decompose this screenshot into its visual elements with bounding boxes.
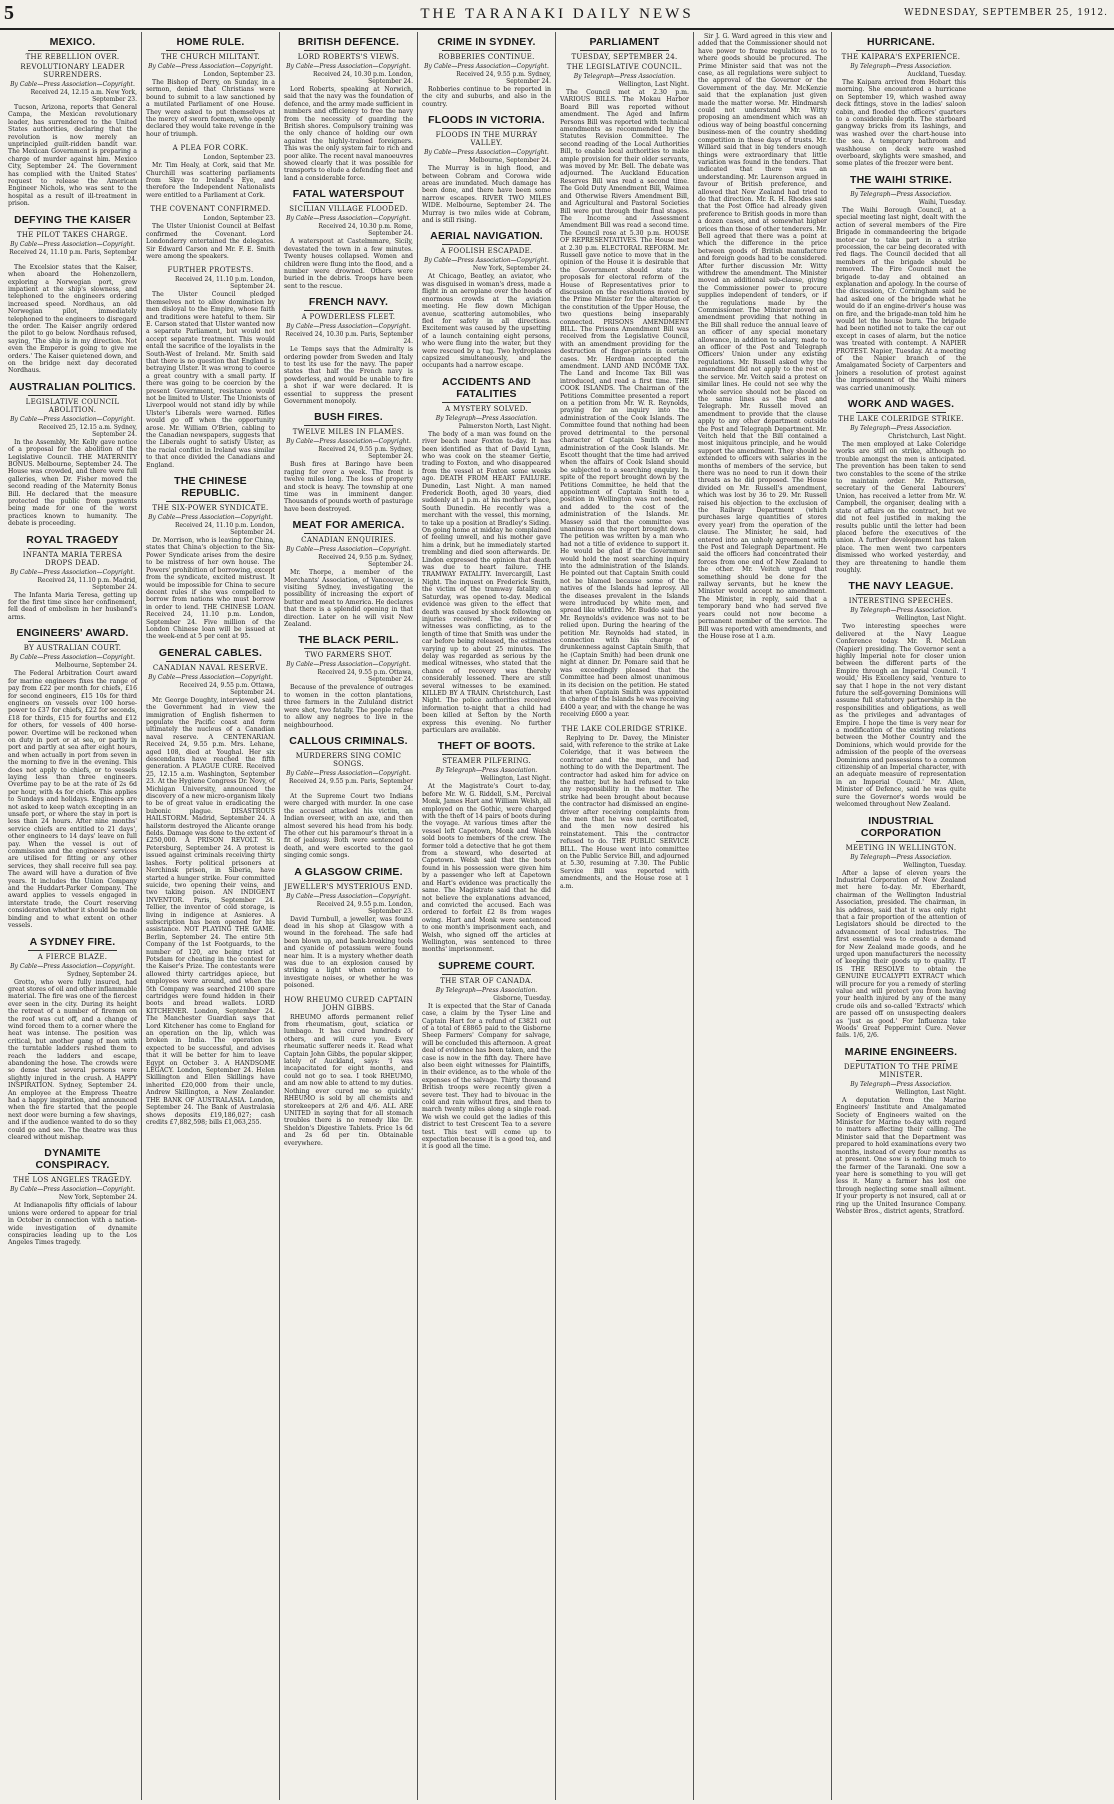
article-byline: By Cable—Press Association—Copyright.	[10, 654, 135, 662]
article-dateline: Waihi, Tuesday.	[918, 198, 966, 206]
article-body: Replying to Dr. Davey, the Minister said, with reference to the strike at Lake Coleridge, that it was between the contractor and the men, and had nothing to do with the Department. The contractor had asked him for advice on the matter, but he had refused to take any responsibility in the matter. The strike had been brought about because the contractor had dismissed an engine-driver after receiving complaints from the men that he was not certificated, and the men now desired his reinstatement. This the contractor refused to do. THE PUBLIC SERVICE BILL. The House went into committee on the Public Service Bill, and adjourned at 5.30, resuming at 7.30. The Public Service Bill was reported with amendments, and the House rose at 1 a.m.	[560, 734, 689, 890]
divider	[28, 228, 117, 229]
article-headline: THE WAIHI STRIKE.	[850, 173, 952, 186]
article	[836, 398, 966, 574]
article	[836, 1046, 966, 1216]
article-headline: HURRICANE.	[867, 36, 935, 48]
divider	[28, 50, 117, 51]
article-byline: By Cable—Press Association—Copyright.	[10, 81, 135, 88]
article-byline: By Cable—Press Association—Copyright.	[148, 63, 273, 70]
article-dateline: Received 24, 9.55 p.m. London, September 23.	[316, 900, 413, 915]
article	[8, 627, 137, 929]
article-subheading: THE SIX-POWER SYNDICATE.	[152, 504, 269, 513]
article-subheading: A PLEA FOR CORK.	[172, 144, 249, 153]
article-body: Bush fires at Baringo have been raging for over a week. The front is twelve miles long. The loss of property and stock is heavy. The township at one time was in imminent danger. Thousands of pounds worth of pasturage have been destroyed.	[284, 461, 413, 513]
article-body: At the Magistrate's Court to-day, before Mr. W. G. Riddell, S.M., Percival Monk, James Hart and William Welsh, all employed on the Gothic, were charged with the theft of 14 pairs of boots during the voyage. At various times after the vessel left Capetown, Monk and Welsh sold boots to members of the crew. The former told a detective that he got them from a steward, who deserted at Capetown. Welsh said that the boots found in his possession were given him by a passenger who left at Capetown and Hart's evidence was practically the same. The Magistrate said that he did not believe the explanations advanced, and convicted the accused. Each was ordered to forfeit £2 8s from wages owing. Hart and Monk were sentenced to one month's imprisonment each, and Welsh, who signed off the articles at Wellington, was sentenced to three months' imprisonment.	[422, 783, 551, 954]
article-subheading: INTERESTING SPEECHES.	[848, 597, 954, 606]
divider	[304, 648, 393, 649]
article-body: RHEUMO affords permanent relief from rheumatism, gout, sciatica or lumbago. It has cured hundreds of others, and will cure you. Every rheumatic sufferer needs it. Read what Captain John Gibbs, the popular skipper, lately of Auckland, says: 'I was incapacitated for eight months, and could not go to sea. I took RHEUMO, and am now able to attend to my duties. Nothing ever cured me so quickly.' RHEUMO is sold by all chemists and storekeepers at 2/6 and 4/6. ALL ARE UNITED in saying that for all stomach troubles there is no remedy like Dr. Sheldon's Digestive Tablets. Price 1s 6d and 2s 6d per tin. Obtainable everywhere.	[284, 1013, 413, 1147]
article-dateline: Received 24, 10.30 p.m. London, September 24.	[312, 71, 413, 85]
article-dateline: New York, September 24.	[58, 1194, 137, 1202]
article-dateline: Received 24, 9.55 p.m. Sydney, September 24.	[318, 554, 413, 569]
article-subheading: THE LOS ANGELES TRAGEDY.	[13, 1176, 132, 1185]
divider	[856, 1060, 946, 1061]
article-byline: By Telegraph—Press Association.	[850, 853, 952, 861]
column-1	[4, 32, 142, 1800]
article-byline: By Cable—Press Association—Copyright.	[148, 673, 273, 681]
article-dateline: Wellington, Last Night.	[618, 81, 689, 88]
article-dateline: Melbourne, September 24.	[469, 157, 551, 165]
article-dateline: Wellington, Last Night.	[895, 615, 966, 623]
article	[146, 205, 275, 260]
article-dateline: Received 24, 11.10 p.m. London, September 24.	[174, 522, 275, 537]
article-headline: GENERAL CABLES.	[158, 646, 263, 659]
article	[284, 735, 413, 860]
article-body: The Infanta Maria Teresa, getting up for the first time since her confinement, fell dead of embolism in her husband's arms.	[8, 591, 137, 621]
article-headline: ROYAL TRAGEDY	[26, 533, 119, 546]
divider	[304, 310, 393, 311]
article-byline: By Cable—Press Association—Copyright.	[286, 215, 411, 223]
article-body: Mr. Thorpe, a member of the Merchants' Association, of Vancouver, is visiting Sydney, investigating the possibility of increasing the export of butter and meat to America. He declares that there is a splendid opening in that direction. Later on he will visit New Zealand.	[284, 569, 413, 629]
article-subheading: FURTHER PROTESTS.	[167, 266, 254, 275]
article-headline: WORK AND WAGES.	[847, 398, 955, 411]
article-body: The Council met at 2.30 p.m. VARIOUS BILLS. The Mokau Harbor Board Bill was reported without amendment. The Aged and Infirm Persons Bill was reported with technical amendments as recommended by the Statutes Revision Committee. The second reading of the Local Authorities Bill, to enable local authorities to make ample provision for their older servants, was moved by Mr. Bell. The debate was adjourned. The Auckland Education Reserves Bill was read a second time. The Gold Duty Amendment Bill, Waimea and Otherwise Rivers Amendment Bill, and Agricultural and Pastoral Societies Bill were put through their final stages. The Income and Assessment Amendment Bill was read a second time. The Council rose at 5.30 p.m. HOUSE OF REPRESENTATIVES. The House met at 2.30 p.m. ELECTORAL REFORM. Mr. Russell gave notice to move that in the opinion of the House it is desirable that the Government should state its proposals for electoral reform of the House of Representatives prior to discussion on the resolutions moved by the Prime Minister for the alteration of the constitution of the Upper House, the two questions being inseparably connected. PRISONS AMENDMENT BILL. The Prisons Amendment Bill was received from the Legislative Council, with an amendment providing for the destruction of finger-prints in certain cases. Mr. Herdman accepted the amendment. LAND AND INCOME TAX. The Land and Income Tax Bill was introduced, and read a first time. THE COOK ISLANDS. The Chairman of the Petitions Committee presented a report on a petition from Mr. W. R. Reynolds, praying for an inquiry into the administration of the Cook Islands. The Committee found that nothing had been proved detrimental to the personal character of Captain Smith or the administration of the Cook Islands. Mr. Escott thought that the time had arrived when the affairs of Cook Island should be subjected to a searching enquiry. In spite of the report brought down by the Petitions Committee, he held that the appointment of Captain Smith to a position in Wellington was not needed, and added to the cost of the administration of the Islands. Mr. Massey said that the committee was unanimous on the report brought down. The petition was written by a man who had not a title of evidence to support it. He would be glad if the Government would hold the most searching inquiry into the administration of the Islands. He pointed out that Captain Smith could not be blamed because some of the natives of the Islands had leprosy. All the diseases prevalent in the Islands were introduced by white men, and spread like wildfire. Mr. Buddo said that Mr. Reynolds's evidence was not to be relied upon. During the hearing of the petition Mr. Reynolds had stated, in connection with his charge of drunkenness against Captain Smith, that he (Captain Smith) had been drunk one night at dinner. Dr. Pomare said that he was exceedingly pleased that the Committee had been almost unanimous in its decision on the petition. He stated that when Captain Smith was appointed in charge of the Islands he was receiving £400 a year, and with the change he was receiving £600 a year.	[560, 89, 689, 719]
divider	[580, 50, 669, 51]
article-byline: By Cable—Press Association—Copyright.	[424, 63, 549, 70]
article-dateline: Received 24, 9.55 p.m. Ottawa, September 24.	[179, 681, 275, 696]
article-byline: By Cable—Press Association—Copyright.	[424, 257, 549, 265]
article-subheading: TWO FARMERS SHOT.	[305, 651, 392, 660]
article	[284, 519, 413, 628]
article-body: The Murray is in high flood, and between Cobram and Corowa wide areas are inundated. Much damage has been done, and there have been some narrow escapes. RIVER TWO MILES WIDE. Melbourne, September 24. The Murray is two miles wide at Cobram, and is still rising.	[422, 165, 551, 225]
article-body: Lord Roberts, speaking at Norwich, said that the navy was the foundation of defence, and the army made sufficient in numbers and efficiency to free the navy from the necessity of guarding the British shores. Compulsory training was the only chance of holding our own against the highly-trained foreigners. This was the only system fair to rich and poor alike. The recent naval manoeuvres showed clearly that it was possible for transports to elude a defending fleet and land a considerable force.	[284, 86, 413, 182]
article	[560, 36, 689, 719]
article-body: Grotto, who were fully insured, had great stores of oil and other inflammable material. The fire was one of the fiercest ever seen in the city. During its height the retreat of a number of firemen on the roof was cut off, and a change of wind forced them to a corner where the heat was intense. The position was critical, but another gang of men with the turntable ladders rushed them to reach the ladders and escape, abandoning the hose. The crowds were so dense that several persons were slightly injured in the crush. A HAPPY INSPIRATION. Sydney, September 24. An employee at the Empress Theatre had a happy inspiration, and announced when the fire started that the people next door were burning a few shavings, and if the audience wanted to do so they could go and see. The theatre was thus cleared without mishap.	[8, 978, 137, 1142]
article-dateline: Palmerston North, Last Night.	[458, 422, 551, 430]
article-subheading: THE REBELLION OVER.	[25, 53, 120, 61]
article-body: The body of a man was found on the river beach near Foxton to-day. It has been identified as that of David Lynn, who was cook on the steamer Gertie, trading to Foxton, and who disappeared from the vessel at Foxton some weeks ago. DEATH FROM HEART FAILURE. Dunedin, Last Night. A man named Frederick Booth, aged 30 years, died suddenly at 1 p.m. at his mother's place, South Dunedin. He recently was a merchant with the vessel, this morning, to take up a position at Bradley's Siding. On going home at midday he complained of feeling unwell, and his mother gave him a drink, but he immediately started trembling and died soon afterwards. Dr. Lindon expressed the opinion that death was due to heart failure. THE TRAMWAY FATALITY. Invercargill, Last Night. The inquest on Frederick Smith, the victim of the tramway fatality on Saturday, was opened to-day. Medical evidence was given to the effect that death was caused by shock following on injuries received. The evidence of witnesses was conflicting, as to the length of time that Smith was under the car before being released, the estimates varying up to about 25 minutes. The delay was regarded as serious by the medical witnesses, who stated that the chance of recovery was thereby considerably lessened. There are still several witnesses to be examined. KILLED BY A TRAIN. Christchurch, Last Night. The police authorities received information to-night that a child had been killed at Sefton by the North express this evening. No further particulars are available.	[422, 430, 551, 734]
article	[284, 996, 413, 1147]
article-byline: By Cable—Press Association—Copyright.	[424, 149, 549, 157]
article-headline: FATAL WATERSPOUT	[292, 188, 405, 201]
article-subheading: TWELVE MILES IN FLAMES.	[292, 428, 405, 437]
article-subheading: FLOODS IN THE MURRAY VALLEY.	[435, 131, 538, 148]
article-body: Robberies continue to be reported in the city and suburbs, and also in the country.	[422, 86, 551, 108]
article-byline: By Cable—Press Association—Copyright.	[10, 568, 135, 576]
article-body: Sir J. G. Ward agreed in this view and added that the Commissioner should not have power to frame regulations as to where goods should be procured. The Prime Minister said that was not the case, as all regulations were subject to the approval of the Governor or the Government of the day. Mr. McKenzie said that the explanation just given made the matter worse. Mr. Hindmarsh could not understand Mr. Witty proposing an amendment which was an odious way of being boastful concerning business-men of the country shedding competition in these days of trusts. Mr. Willard said that in big tenders enough things were extraordinary that little variation was found in the tenders. That indicated that there was an understanding. Mr. Laurenson argued in favour of British preference, and allowed that New Zealand had tried to do that direction. Mr. R. H. Rhodes said that the Post Office had already given preference to British goods in more than a dozen cases, and at somewhat higher prices than those of other tenderers. Mr. Bell agreed that there was a point at which the difference in the price between goods of British manufacture and foreign goods had to be considered. After further discussion Mr. Witty withdrew the amendment. The Minister moved an additional sub-clause, giving the Commissioner power to procure supplies independent of tenders, or if the regulations made by the Commissioner. The Minister moved an amendment providing that nothing in the Bill shall reduce the annual leave of an officer of any special monetary allowance, in addition to salary, made to an officer of the Post and Telegraph Officers' Union under any existing regulations. Mr. Russell asked why the amendment did not apply to the rest of the service. Mr. Veitch said a protest on similar lines. He could not see why the whole service should not be placed on the same lines as the Post and Telegraph. Mr. Russell moved an amendment to provide that the clause apply to any other department outside the Post and Telegraph Department. Mr. Veitch held that the Bill contained a most iniquitous principle, and he would support the amendment. They should be extended to officers with salaries in the months of members of the service, but there was no need to run it down their threats as he did proposed. The House divided on Mr. Russell's amendment, which was lost by 36 to 29. Mr. Russell raised his objection to the exclusion of the Railway Department (which purchases large quantities of stores every year) from the operation of the clause. The Minister, he said, had entered into an unholy agreement with the Post and Telegraph Department. He said the officers had concentrated their forces from one end of New Zealand to the other. Mr. Veitch urged that something should be done for the railway servants, but he knew the Minister would accept no amendment. The Minister, in reply, said that a temporary band who had served five years could not now become a permanent member of the service. The Bill was reported with amendments, and the House rose at 1 a.m.	[698, 33, 827, 640]
article-subheading: CANADIAN NAVAL RESERVE.	[152, 663, 269, 672]
article-subheading: THE LEGISLATIVE COUNCIL.	[566, 63, 683, 71]
article-body: Tucson, Arizona, reports that General Campa, the Mexican revolutionary leader, has surrendered to the United States authorities, declaring that the revolution is now merely an unprincipled guilt-ridden bandit war. The Mexican Government is preparing a charge of murder against him. Mexico City, September 24. The Government has complied with the United States' request to release the American Engineer Nichols, who was sent to the hospital as a result of ill-treatment in prison.	[8, 104, 137, 208]
article-subheading: THE COVENANT CONFIRMED.	[150, 205, 271, 214]
article-byline: By Cable—Press Association—Copyright.	[286, 661, 411, 669]
divider	[304, 880, 393, 881]
divider	[856, 594, 946, 595]
column-5	[556, 32, 694, 1800]
divider	[28, 641, 117, 642]
article-byline: By Telegraph—Press Association.	[435, 767, 538, 775]
article-subheading: THE LAKE COLERIDGE STRIKE.	[838, 415, 964, 424]
article-subheading: A MYSTERY SOLVED.	[445, 404, 528, 413]
article	[560, 725, 689, 891]
article-body: The Ulster Unionist Council at Belfast confirmed the Covenant. Lord Londonderry entertained the delegates. Sir Edward Carson and Mr. F. E. Smith were among the speakers.	[146, 223, 275, 260]
divider	[856, 841, 946, 842]
article-headline: DEFYING THE KAISER	[14, 213, 131, 226]
article-subheading: LEGISLATIVE COUNCIL ABOLITION.	[25, 397, 120, 414]
article-body: At Indianapolis fifty officials of labour unions were ordered to appear for trial in October in connection with a nation-wide investigation of dynamite conspiracies leading up to the Los Angeles Times tragedy.	[8, 1202, 137, 1247]
article-dateline: Received 24, 11.10 p.m. Madrid, September 24.	[37, 576, 137, 591]
article-byline: By Telegraph—Press Association.	[435, 414, 538, 422]
article	[836, 580, 966, 808]
article-dateline: New York, September 24.	[472, 265, 551, 273]
article-body: It is expected that the Star of Canada case, a claim by the Tyser Line and Captain Hart for a refund of £3821 out of a total of £8865 paid to the Gisborne Sheep Farmers' Company for salvage, will be concluded this afternoon. A great deal of evidence has been taken, and the case is now in the fifth day. There have also been eight witnesses for Plaintiffs, in their evidence, as to the whole of the expenses of the salvage. Thirty thousand British troops were recently given a severe test. They had to bivouac in the cold and rain without fires, and then to march twenty miles along a single road. We wish we could get the ladies of this district to test Crescent Tea to a severe test. This test will come up to expectation because it is a good tea, and it is good all the time.	[422, 1002, 551, 1151]
article-dateline: London, September 23.	[203, 215, 275, 223]
article	[8, 936, 137, 1142]
article-dateline: London, September 23.	[203, 154, 275, 162]
newspaper-columns	[4, 32, 1110, 1800]
column-7	[832, 32, 970, 1800]
divider	[166, 501, 255, 502]
article-dateline: Wellington, Tuesday.	[903, 861, 966, 869]
article-body: A deputation from the Marine Engineers' Institute and Amalgamated Society of Engineers waited on the Minister for Marine to-day with regard to matters affecting their calling. The Minister said that the Department was prepared to hold examinations every two months, instead of every four months as at present. One sow is nothing much to the farmer of the Taranaki. One sow a year here is something to you will get less it. Many a farmer has lost one through neglecting some small ailment. If your property is not insured, call at or ring up the United Insurance Company. Webster Bros., district agents, Stratford.	[836, 1096, 966, 1215]
article-byline: By Cable—Press Association—Copyright.	[286, 546, 411, 554]
article-subheading: A POWDERLESS FLEET.	[301, 313, 396, 322]
article-dateline: Auckland, Tuesday.	[907, 71, 966, 78]
newspaper-title: THE TARANAKI DAILY NEWS	[420, 6, 694, 22]
article-headline: ACCIDENTS AND FATALITIES	[441, 375, 532, 400]
article-body: After a lapse of eleven years the Industrial Corporation of New Zealand met here to-day. Mr. Eberhardt, chairman of the Wellington Industrial Association, presided. The chairman, in his address, said that it was only right that a fair proportion of the attention of Legislators should be directed to the advancement of local industries. The first essential was to create a demand for New Zealand made goods, and he urged upon manufacturers the necessity of keeping their goods up to quality. IT IS THE RESOLVE to obtain the GENUINE EUCALYPTI EXTRACT which will procure for you a remedy of sterling value and will protect you from having your health injured by any of the many crude oils and so-called 'Extracts' which are passed off on unsuspecting dealers as 'just as good.' For Influenza take Woods' Great Peppermint Cure. Never fails. 1/6, 2/6.	[836, 869, 966, 1040]
divider	[442, 50, 531, 51]
article-body: The Waihi Borough Council, at a special meeting last night, dealt with the action of several members of the Fire Brigade in commandeering the brigade motor-car to take part in a strike procession, the car being decorated with red flags. The Council decided that all members of the brigade should be removed. The Fire Council met the brigade to-day and obtained an explanation and apology. In the course of the discussion, Cr. Corningham said he had asked one of the brigade what he would do if an engine-driver's house was on fire, and the brigade-man told him he would let the house burn. The brigade had been notified not to take the car out except in cases of alarm, but the notice was treated with contempt. A NAPIER PROTEST. Napier, Tuesday. At a meeting of the Napier branch of the Amalgamated Society of Carpenters and Joiners a resolution of protest against the imprisonment of the Waihi miners was carried unanimously.	[836, 206, 966, 392]
article-byline: By Cable—Press Association—Copyright.	[10, 240, 135, 248]
article-byline: By Cable—Press Association—Copyright.	[286, 438, 411, 446]
article-byline: By Cable—Press Association—Copyright.	[286, 63, 411, 70]
article-subheading: REVOLUTIONARY LEADER SURRENDERS.	[20, 63, 125, 79]
article-headline: THE BLACK PERIL.	[298, 634, 399, 647]
article	[422, 114, 551, 224]
article-headline: SUPREME COURT.	[438, 959, 535, 972]
article-byline: By Cable—Press Association—Copyright.	[286, 769, 411, 777]
article	[146, 144, 275, 199]
article-subheading: STEAMER PILFERING.	[442, 757, 531, 766]
divider	[304, 50, 393, 51]
column-2	[142, 32, 280, 1800]
article	[836, 36, 966, 168]
article-subheading: A FIERCE BLAZE.	[37, 952, 108, 961]
article-headline: MEAT FOR AMERICA.	[292, 519, 405, 532]
divider	[442, 754, 531, 755]
article-dateline: Received 24, 11.10 p.m. London, September 24.	[174, 276, 275, 291]
article-body: Mr. Tim Healy, at Cork, said that Mr. Churchill was scattering parliaments from Skye to Ireland's Eye, and therefore the Independent Nationalists were entitled to a Parliament at Cork.	[146, 162, 275, 199]
article-subheading: THE STAR OF CANADA.	[440, 976, 533, 985]
article	[8, 36, 137, 208]
article-subheading: MURDERERS SING COMIC SONGS.	[295, 751, 402, 768]
article-headline: CRIME IN SYDNEY.	[437, 36, 536, 48]
article-byline: By Cable—Press Association—Copyright.	[286, 892, 411, 900]
article-byline: By Cable—Press Association—Copyright.	[10, 1186, 135, 1194]
divider	[28, 395, 117, 396]
article-subheading: LORD ROBERTS'S VIEWS.	[297, 53, 400, 61]
article-body: A waterspout at Castelmmare, Sicily, devastated the town in a few minutes. Twenty houses collapsed. Women and children were flung into the flood, and a number were drowned. Others were buried in the debris. Troops have been sent to the rescue.	[284, 238, 413, 290]
article-dateline: Christchurch, Last Night.	[888, 433, 966, 441]
article-dateline: Sydney, September 24.	[66, 970, 137, 978]
article-body: Because of the prevalence of outrages to women in the cotton plantations, three farmers in the Zululand district were shot, two fatally. The people refuse to allow any negroes to live in the neighbourhood.	[284, 684, 413, 729]
article-byline: By Cable—Press Association—Copyright.	[148, 514, 273, 522]
article-headline: THE NAVY LEAGUE.	[848, 580, 954, 593]
article-byline: By Telegraph—Press Association.	[573, 73, 676, 80]
article-dateline: Gisborne, Tuesday.	[493, 994, 551, 1002]
masthead	[0, 0, 1114, 30]
article-subheading: CANADIAN ENQUIRIES.	[301, 536, 396, 545]
article-byline: By Cable—Press Association—Copyright.	[10, 962, 135, 970]
article-headline: FLOODS IN VICTORIA.	[428, 114, 545, 127]
article-dateline: Wellington, Last Night.	[895, 1088, 966, 1096]
article	[284, 188, 413, 290]
article	[284, 866, 413, 990]
divider	[28, 950, 117, 951]
article-byline: By Telegraph—Press Association.	[850, 425, 952, 433]
issue-date: WEDNESDAY, SEPTEMBER 25, 1912.	[904, 8, 1108, 18]
article-headline: CALLOUS CRIMINALS.	[289, 734, 408, 747]
article-dateline: Melbourne, September 24.	[55, 662, 137, 670]
column-4	[418, 32, 556, 1800]
article-subheading: THE CHURCH MILITANT.	[160, 53, 261, 61]
article-body: Dr. Morrison, who is leaving for China, states that China's objection to the Six-Power Syndicate arises from the desire to be mistress of her own house. The Powers' prohibition of borrowing, except from the syndicate, excited mistrust. It would be impossible for China to secure decent rules if she was compelled to borrow from nations who must borrow in order to lend. THE CHINESE LOAN. Received 24, 11.10 p.m. London, September 24. Five million of the London Chinese loan will be issued at the week-end at 5 per cent at 95.	[146, 537, 275, 641]
article	[284, 634, 413, 728]
article-subheading: BY AUSTRALIAN COURT.	[23, 644, 122, 653]
article-body: The men employed at Lake Coleridge works are still on strike, although no trouble amongst the men is anticipated. The prevention has been taken to send two constables to the scene of the strike to maintain order. Mr. Patterson, secretary of the General Labourers' Union, has received a letter from Mr. W. Campbell, the organiser, dealing with a state of affairs on the contract, but we did not feel justified in making the results public until the letter had been placed before the executives of the union. A further development has taken place. The men went two carpenters dismissed who worked yesterday, and they are threatening to handle them roughly.	[836, 441, 966, 574]
article-dateline: Received 25, 12.15 a.m. Sydney, September 24.	[38, 423, 137, 438]
article-body: The Ulster Council pledged themselves not to allow domination by men disloyal to the Empire, whose faith and traditions were hateful to them. Sir E. Carson stated that Ulster wanted now a separate Parliament, but would not accept separate treatment. This would entail the sacrifice of the loyalists in the South-West of Ireland. Mr. Smith said that there is no question that England is betraying Ulster. It was wrong to coerce a great country with a small party. If there was going to be coercion by the present Government, resistance would not be limited to Ulster. The Unionists of Liverpool would not stand idly by while Ulster's Liberals were warned. Rifles would go off when the opportunity arose. Mr. William O'Brien, cabling to the Canadian newspapers, suggests that the Liberals ought to satisfy Ulster, as the racial conflict in Ireland was similar to that once divided the Canadians and England.	[146, 291, 275, 469]
divider	[304, 425, 393, 426]
article-dateline: London, September 23.	[203, 71, 275, 78]
article-body: Mr. George Doughty, interviewed, said the Government had in view the immigration of English fishermen to populate the Pacific coast and form ultimately the nucleus of a Canadian naval reserve. A CENTENARIAN. Received 24, 9.55 p.m. Mrs. Lehane, aged 108, died at Youghal. Her six descendants have reached the fifth generation. A PLAGUE CURE. Received 25, 12.15 a.m. Washington, September 23. At the Hygiene Congress Dr. Novy, of Michigan University, announced the discovery of a new micro-organism likely to be of great value in eradicating the bubonic plague. DISASTROUS HAILSTORM. Madrid, September 24. A hailstorm destroyed the Alicante orange fields. Damage was done to the extent of £250,000. A PRISON REVOLT. St. Petersburg, September 24. A protest is issued against criminals receiving thirty lashes. Forty political prisoners at Nerchinsk prison, in Siberia, have started a hunger strike. Four committed suicide, two opening their veins, and two taking poison. AN INDIGENT INVENTOR. Paris, September 24. Tellier, the inventor of cold storage, is living in indigence at Asnieres. A subscription has been opened for his assistance. NOT PLAYING THE GAME. Berlin, September 24. The entire 5th Company of the 1st Footguards, to the number of 120, are being tried at Potsdam for cheating in the contest for the Kaiser's Prize. The contestants were allowed thirty cartridges apiece, but employees were around, and when the 5th Company was searched 2100 spare cartridges were found hidden in their boots and bread wallets. LORD KITCHENER. London, September 24. The Manchester Guardian says that Lord Kitchener has come to England for an operation on the lip, which was broken in India. The operation is expected to be successful, and advises that it will be better for him to leave Egypt on October 3. A HANDSOME LEGACY. London, September 24. Helen Skillington and Ellen Skillings have inherited £20,000 from their uncle, Andrew Skillington, a New Zealander. THE BANK OF AUSTRALASIA. London, September 24. The Bank of Australasia shows deposits £19,186,027; cash credits £7,882,598; bills £1,063,255.	[146, 696, 275, 1126]
article-headline: MEXICO.	[49, 36, 96, 48]
article	[146, 647, 275, 1127]
article-headline: DYNAMITE CONSPIRACY.	[35, 1147, 110, 1172]
article-dateline: Received 24, 9.55 p.m. Paris, September 24.	[289, 777, 413, 792]
article-body: In the Assembly, Mr. Kelly gave notice of a proposal for the abolition of the Legislative Council. THE MATERNITY BONUS. Melbourne, September 24. The House was crowded, and there were full galleries, when Dr. Fisher moved the second reading of the Maternity Bonus Bill. He declared that the measure protected the public from payments being made for one of the worst practices known to humanity. The debate is proceeding.	[8, 438, 137, 528]
divider	[442, 402, 531, 403]
article-body: The Excelsior states that the Kaiser, when aboard the Hohenzollern, exploring a Norwegian port, grew impatient at the ship's slowness, and telephoned to the engineers ordering increased speed. Nordhaus, an old Norwegian pilot, immediately telephoned to the engineers to disregard the order. The Kaiser angrily ordered the pilot to go below. Nordhaus refused, saying, 'The ship is in my direction. Not even the Emperor is going to give me orders.' The Kaiser quietened down, and on the bridge next day decorated Nordhaus.	[8, 263, 137, 375]
article-byline: By Telegraph—Press Association.	[850, 607, 952, 615]
article-subheading: DEPUTATION TO THE PRIME MINISTER.	[843, 1062, 959, 1079]
article-dateline: Received 24, 9.55 p.m. Sydney, September 24.	[318, 446, 413, 461]
article	[422, 960, 551, 1151]
article-body: At Chicago, Beatley, an aviator, who was disguised in woman's dress, made a flight in an aeroplane over the heads of enormous crowds at the aviation meeting. He flew down Michigan avenue, scattering automobiles, who fled for safety in all directions. Excitement was caused by the upsetting of a launch containing eight persons, who were flung into the water, but they were rescued by a tug. Two hydroplanes capsized simultaneously, and the occupants had a narrow escape.	[422, 273, 551, 370]
article	[8, 534, 137, 622]
article	[8, 214, 137, 375]
article-headline: THE CHINESE REPUBLIC.	[174, 475, 247, 500]
divider	[166, 50, 255, 51]
article-byline: By Cable—Press Association—Copyright.	[286, 323, 411, 331]
article-headline: PARLIAMENT	[589, 36, 660, 48]
article-subheading: TUESDAY, SEPTEMBER 24.	[571, 53, 678, 61]
article	[284, 296, 413, 405]
divider	[28, 1173, 117, 1174]
column-3	[280, 32, 418, 1800]
article-subheading: SICILIAN VILLAGE FLOODED.	[289, 205, 408, 214]
article	[284, 36, 413, 182]
divider	[304, 202, 393, 203]
article-headline: A SYDNEY FIRE.	[29, 935, 116, 948]
article-headline: ENGINEERS' AWARD.	[16, 627, 129, 640]
article-byline: By Cable—Press Association—Copyright.	[10, 415, 135, 423]
article-subheading: INFANTA MARIA TERESA DROPS DEAD.	[22, 550, 123, 567]
article-byline: By Telegraph—Press Association.	[435, 986, 538, 994]
article-body: Le Temps says that the Admiralty is ordering powder from Sweden and Italy to test its use for the navy. The paper states that half the French navy is powderless, and would be unable to fire a shot if war were declared. It is essential to suppress the present Government monopoly.	[284, 346, 413, 405]
article	[146, 475, 275, 641]
article	[422, 36, 551, 108]
article-body: Two interesting speeches were delivered at the Navy League Conference today. Mr. R. McLean (Napier) presiding. The Governor sent a highly Imperial note for closer union between the different parts of the Empire through an Imperial Council. 'I would,' His Excellency said, 'venture to say that I hope in the not very distant future the self-governing Dominions will assume full statutory partnership in the responsibilities and obligations, as well as the privileges and advantages of Empire. I hope the time is very near for a modification of the existing relations between the Mother Country and the Dominions, which would provide for the admission of the people of the overseas Dominions and possessions to a common citizenship of an Imperial character, with an adequate measure of representation in an Imperial Council.' Mr. Allen, Minister of Defence, said he was quite sure the Governor's words would be welcomed throughout New Zealand.	[836, 623, 966, 809]
divider	[856, 412, 946, 413]
divider	[856, 188, 946, 189]
article-dateline: Received 24, 11.10 p.m. Paris, September 24.	[9, 248, 137, 263]
article-headline: BUSH FIRES.	[314, 411, 383, 424]
article-dateline: Received 24, 9.55 p.m. Sydney, September 24.	[456, 71, 551, 85]
article-dateline: Wellington, Last Night.	[480, 775, 551, 783]
article	[8, 381, 137, 528]
article-dateline: Received 24, 10.30 p.m. Rome, September 24.	[318, 223, 413, 238]
article-headline: BRITISH DEFENCE.	[297, 36, 400, 48]
article-byline: By Telegraph—Press Association.	[850, 190, 952, 198]
article-headline: THEFT OF BOOTS.	[437, 740, 536, 753]
article-body: At the Supreme Court two Indians were charged with murder. In one case the accused attacked his victim, an Indian overseer, with an axe, and then almost severed his head from his body. The other cut his paramour's throat in a fit of jealousy. Both were sentenced to death, and were escorted to the gaol singing comic songs.	[284, 792, 413, 860]
article-headline: AUSTRALIAN POLITICS.	[9, 380, 136, 393]
article-byline: By Telegraph—Press Association.	[850, 63, 952, 70]
article-subheading: HOW RHEUMO CURED CAPTAIN JOHN GIBBS.	[284, 995, 413, 1012]
article-dateline: Received 24, 10.30 p.m. Paris, September 24.	[285, 331, 413, 346]
article-dateline: Received 24, 9.55 p.m. Ottawa, September 24.	[317, 669, 413, 684]
article	[146, 36, 275, 138]
article-headline: MARINE ENGINEERS.	[844, 1045, 958, 1058]
article-headline: A GLASGOW CRIME.	[294, 865, 403, 878]
article-subheading: THE KAIPARA'S EXPERIENCE.	[841, 53, 961, 61]
divider	[304, 749, 393, 750]
divider	[304, 533, 393, 534]
article-subheading: THE LAKE COLERIDGE STRIKE.	[561, 724, 688, 733]
article-body: The Kaipara arrived from Hobart this morning. She encountered a hurricane on September 19, which washed away deck fittings, stove in the ladies' saloon cabin, and flooded the officers' quarters to a considerable depth. The starboard gangway bricks from its lashings, and was washed over the chart-house into the sea. A temporary bathroom and washhouse on deck were washed overboard, skylights were smashed, and some plates of the freezer were bent.	[836, 79, 966, 168]
article	[422, 740, 551, 953]
divider	[442, 244, 531, 245]
article	[284, 411, 413, 513]
article	[8, 1147, 137, 1246]
article-subheading: MEETING IN WELLINGTON.	[845, 843, 957, 852]
article-headline: AERIAL NAVIGATION.	[430, 230, 543, 243]
article-body: David Turnbull, a jeweller, was found dead in his shop at Glasgow with a wound in the forehead. The safe had been blown up, and bank-breaking tools and cyanide of potassium were found near him. It is a mystery whether death was due to an explosion caused by striking a light when entering to investigate noises, or whether he was poisoned.	[284, 915, 413, 990]
article	[422, 376, 551, 735]
column-6	[694, 32, 832, 1800]
divider	[28, 548, 117, 549]
article-subheading: JEWELLER'S MYSTERIOUS END.	[284, 882, 413, 891]
article	[698, 33, 827, 640]
article-byline: By Telegraph—Press Association.	[850, 1080, 952, 1088]
article-subheading: ROBBERIES CONTINUE.	[438, 53, 535, 61]
divider	[856, 50, 946, 51]
page-number: 5	[4, 2, 14, 24]
article	[146, 266, 275, 469]
divider	[442, 974, 531, 975]
article-headline: HOME RULE.	[176, 36, 245, 48]
divider	[442, 128, 531, 129]
divider	[166, 661, 255, 662]
article-subheading: THE PILOT TAKES CHARGE.	[16, 230, 129, 239]
article	[836, 174, 966, 392]
article-subheading: A FOOLISH ESCAPADE.	[440, 247, 533, 256]
article	[836, 815, 966, 1040]
article-headline: FRENCH NAVY.	[308, 296, 389, 309]
article-dateline: Received 24, 12.15 a.m. New York, September 23.	[30, 89, 137, 103]
article	[422, 230, 551, 369]
article-body: The Federal Arbitration Court award for marine engineers fixes the range of pay from £22 per month for chiefs, £16 for second engineers, £15 10s for third engineers on vessels over 100 horse-power to £37 for chiefs, £22 for seconds, £18 for thirds, £15 for fourths and £12 for others, for vessels of 400 horse-power. Overtime will be reckoned when on duty in port or at sea, or partly in port and partly at sea after eight hours, and when actually in port from seven in the morning to five in the evening. This does not apply to chiefs, or to vessels laying less than three engineers. Overtime pay to be at the rate of 2s 6d per hour, with 4s for chiefs. This applies to Sundays and holidays. Engineers are not asked to keep watch excepting in an unsafe port, or where the stay in port is less than 24 hours. After nine months' service chiefs are entitled to 21 days', other engineers to 14 days' leave on full pay. When the vessel is out of commission and the engineers' services are utilised for fitting or any other services, they shall receive full sea pay. The award will have a duration of five years. It includes the Union Company and the Huddart-Parker Company. The award applies to vessels engaged in interstate trade, the Court reserving consideration whether it should be made binding and to what extent on other vessels.	[8, 670, 137, 930]
article-body: The Bishop of Derry, on Sunday, in a sermon, denied that Christians were bound to submit to a law sanctioned by a mutilated Parliament of one House. They were asked to put themselves at the mercy of sworn foemen, who openly declared they would take revenge in the hour of triumph.	[146, 79, 275, 138]
article-headline: INDUSTRIAL CORPORATION	[860, 814, 942, 839]
